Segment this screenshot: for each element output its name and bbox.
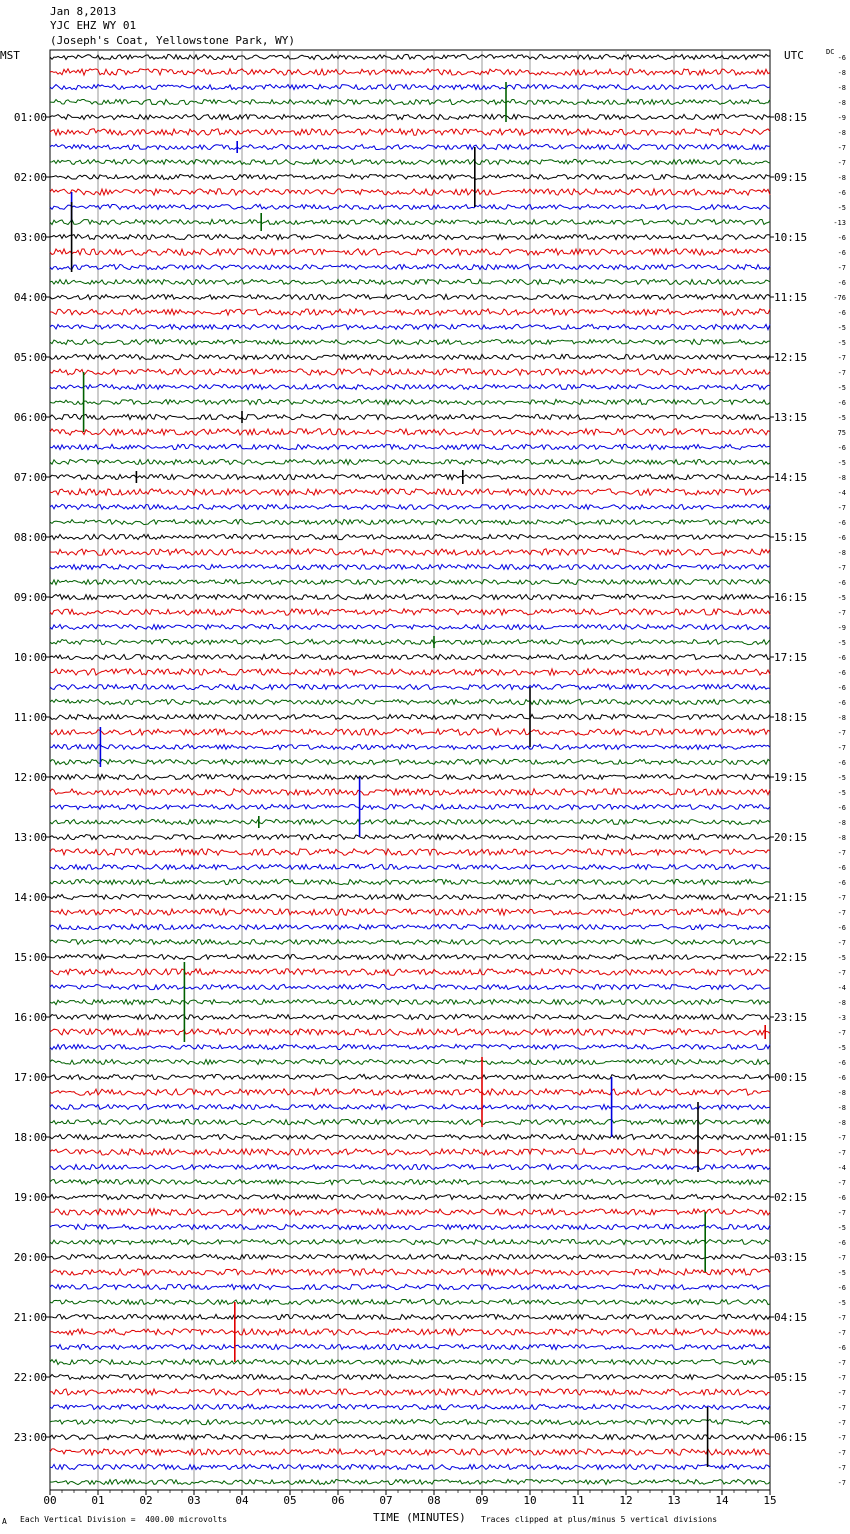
dc-offset-label: -5: [837, 414, 846, 422]
x-tick-label: 02: [139, 1494, 153, 1507]
dc-offset-label: -6: [837, 879, 846, 887]
dc-offset-label: -7: [837, 1464, 846, 1472]
right-hour-label: 23:15: [774, 1011, 808, 1024]
trace-line: [50, 1194, 770, 1199]
trace-line: [50, 684, 770, 689]
left-hour-label: 11:00: [13, 711, 47, 724]
x-axis-title: TIME (MINUTES): [373, 1511, 466, 1524]
dc-offset-label: -7: [837, 1134, 846, 1142]
left-hour-label: 13:00: [13, 831, 47, 844]
x-tick-label: 00: [43, 1494, 57, 1507]
dc-offset-label: -8: [837, 1119, 846, 1127]
station-code: YJC EHZ WY 01: [50, 19, 137, 32]
right-hour-label: 02:15: [774, 1191, 808, 1204]
dc-offset-label: -7: [837, 609, 846, 617]
dc-offset-label: -7: [837, 354, 846, 362]
trace-line: [50, 444, 770, 449]
right-hour-label: 09:15: [774, 171, 808, 184]
dc-offset-label: -6: [837, 309, 846, 317]
dc-offset-label: -7: [837, 1254, 846, 1262]
trace-line: [50, 99, 770, 104]
x-tick-label: 10: [523, 1494, 537, 1507]
trace-line: [50, 1104, 770, 1109]
trace-line: [50, 1059, 770, 1064]
trace-line: [50, 564, 770, 569]
right-timezone-label: UTC: [784, 49, 804, 62]
dc-offset-label: -7: [837, 1179, 846, 1187]
right-hour-label: 00:15: [774, 1071, 808, 1084]
trace-line: [50, 1209, 770, 1215]
dc-offset-label: -4: [837, 1164, 846, 1172]
trace-line: [50, 609, 770, 615]
left-hour-label: 10:00: [13, 651, 47, 664]
trace-line: [50, 1164, 770, 1169]
trace-line: [50, 174, 770, 179]
right-hour-label: 22:15: [774, 951, 808, 964]
trace-line: [50, 520, 770, 525]
dc-offset-label: -6: [837, 684, 846, 692]
dc-offset-label: -6: [837, 579, 846, 587]
right-hour-label: 04:15: [774, 1311, 808, 1324]
left-hour-label: 18:00: [13, 1131, 47, 1144]
dc-offset-label: 75: [837, 429, 846, 437]
right-hour-label: 16:15: [774, 591, 808, 604]
trace-line: [50, 69, 770, 75]
trace-line: [50, 729, 770, 735]
dc-offset-label: -5: [837, 789, 846, 797]
trace-line: [50, 654, 770, 659]
left-hour-label: 22:00: [13, 1371, 47, 1384]
left-hour-label: 15:00: [13, 951, 47, 964]
dc-offset-label: -6: [837, 54, 846, 62]
x-tick-label: 07: [379, 1494, 393, 1507]
dc-offset-label: -5: [837, 1044, 846, 1052]
dc-offset-label: -7: [837, 564, 846, 572]
dc-offset-label: -7: [837, 159, 846, 167]
dc-offset-label: -7: [837, 1029, 846, 1037]
trace-line: [50, 474, 770, 479]
dc-offset-label: -7: [837, 369, 846, 377]
trace-line: [50, 924, 770, 929]
dc-offset-label: -7: [837, 1449, 846, 1457]
dc-offset-label: -5: [837, 1224, 846, 1232]
left-hour-label: 09:00: [13, 591, 47, 604]
right-hour-label: 15:15: [774, 531, 808, 544]
trace-line: [50, 204, 770, 209]
right-hour-label: 18:15: [774, 711, 808, 724]
trace-line: [50, 1254, 770, 1259]
dc-offset-label: -4: [837, 489, 846, 497]
x-tick-label: 04: [235, 1494, 249, 1507]
trace-line: [50, 264, 770, 269]
trace-line: [50, 1344, 770, 1349]
dc-offset-label: -8: [837, 174, 846, 182]
trace-line: [50, 669, 770, 675]
left-timezone-label: MST: [0, 49, 20, 62]
dc-offset-header: DC: [826, 48, 835, 56]
dc-offset-label: -8: [837, 819, 846, 827]
trace-line: [50, 234, 770, 239]
trace-line: [50, 939, 770, 944]
dc-offset-label: -6: [837, 1239, 846, 1247]
dc-offset-label: -6: [837, 669, 846, 677]
x-tick-label: 01: [91, 1494, 105, 1507]
trace-line: [50, 354, 770, 359]
left-hour-label: 08:00: [13, 531, 47, 544]
dc-offset-label: -6: [837, 1284, 846, 1292]
right-hour-label: 14:15: [774, 471, 808, 484]
trace-line: [50, 309, 770, 315]
dc-offset-label: -7: [837, 1149, 846, 1157]
trace-line: [50, 1419, 770, 1424]
right-hour-label: 13:15: [774, 411, 808, 424]
x-tick-label: 09: [475, 1494, 489, 1507]
station-location: (Joseph's Coat, Yellowstone Park, WY): [50, 34, 296, 47]
dc-offset-label: -5: [837, 384, 846, 392]
trace-line: [50, 1029, 770, 1035]
dc-offset-label: -7: [837, 849, 846, 857]
dc-offset-label: -7: [837, 144, 846, 152]
dc-offset-label: -6: [837, 864, 846, 872]
dc-offset-label: -6: [837, 804, 846, 812]
dc-offset-label: -5: [837, 204, 846, 212]
x-tick-label: 03: [187, 1494, 201, 1507]
right-hour-label: 03:15: [774, 1251, 808, 1264]
trace-line: [50, 894, 770, 899]
right-hour-label: 06:15: [774, 1431, 808, 1444]
dc-offset-label: -7: [837, 1359, 846, 1367]
dc-offset-label: -7: [837, 1479, 846, 1487]
dc-offset-label: -6: [837, 444, 846, 452]
dc-offset-label: -7: [837, 729, 846, 737]
x-tick-label: 12: [619, 1494, 633, 1507]
trace-line: [50, 294, 770, 299]
trace-line: [50, 1044, 770, 1049]
dc-offset-label: -6: [837, 759, 846, 767]
dc-offset-label: -5: [837, 324, 846, 332]
trace-line: [50, 129, 770, 135]
dc-offset-label: -8: [837, 129, 846, 137]
left-hour-label: 14:00: [13, 891, 47, 904]
dc-offset-label: -7: [837, 1389, 846, 1397]
trace-line: [50, 774, 770, 779]
dc-offset-label: -7: [837, 1404, 846, 1412]
dc-offset-label: -7: [837, 1374, 846, 1382]
right-hour-label: 11:15: [774, 291, 808, 304]
dc-offset-label: -6: [837, 279, 846, 287]
trace-line: [50, 639, 770, 644]
trace-line: [50, 1119, 770, 1124]
trace-line: [50, 219, 770, 224]
x-tick-label: 11: [571, 1494, 585, 1507]
trace-line: [50, 414, 770, 419]
dc-offset-label: -7: [837, 264, 846, 272]
x-tick-label: 06: [331, 1494, 345, 1507]
dc-offset-label: -6: [837, 534, 846, 542]
clipping-note: Traces clipped at plus/minus 5 vertical divisions: [481, 1515, 718, 1524]
dc-offset-label: -13: [833, 219, 846, 227]
right-hour-label: 19:15: [774, 771, 808, 784]
trace-line: [50, 384, 770, 389]
left-hour-label: 03:00: [13, 231, 47, 244]
dc-offset-label: -7: [837, 939, 846, 947]
dc-offset-label: -8: [837, 474, 846, 482]
right-hour-label: 20:15: [774, 831, 808, 844]
trace-line: [50, 759, 770, 764]
dc-offset-label: -8: [837, 84, 846, 92]
dc-offset-label: -8: [837, 714, 846, 722]
trace-line: [50, 849, 770, 855]
dc-offset-label: -9: [837, 624, 846, 632]
left-hour-label: 04:00: [13, 291, 47, 304]
trace-line: [50, 249, 770, 255]
trace-line: [50, 1314, 770, 1319]
trace-line: [50, 399, 770, 404]
right-hour-label: 10:15: [774, 231, 808, 244]
record-date: Jan 8,2013: [50, 5, 117, 18]
dc-offset-label: -5: [837, 639, 846, 647]
trace-line: [50, 189, 770, 195]
trace-line: [50, 1269, 770, 1275]
trace-line: [50, 339, 770, 344]
trace-line: [50, 1284, 770, 1289]
dc-offset-label: -7: [837, 744, 846, 752]
trace-line: [50, 624, 770, 629]
trace-line: [50, 1149, 770, 1155]
trace-line: [50, 1479, 770, 1484]
dc-offset-label: -6: [837, 1074, 846, 1082]
dc-offset-label: -6: [837, 189, 846, 197]
trace-line: [50, 459, 770, 464]
dc-offset-label: -6: [837, 234, 846, 242]
x-tick-label: 14: [715, 1494, 729, 1507]
trace-line: [50, 1014, 770, 1019]
trace-line: [50, 369, 770, 375]
dc-offset-label: -7: [837, 969, 846, 977]
right-hour-label: 21:15: [774, 891, 808, 904]
trace-line: [50, 999, 770, 1004]
corner-mark: A: [2, 1517, 7, 1526]
left-hour-label: 23:00: [13, 1431, 47, 1444]
left-hour-label: 05:00: [13, 351, 47, 364]
right-hour-label: 08:15: [774, 111, 808, 124]
trace-line: [50, 549, 770, 555]
trace-line: [50, 1074, 770, 1079]
dc-offset-label: -6: [837, 1059, 846, 1067]
trace-line: [50, 1089, 770, 1095]
dc-offset-label: -5: [837, 459, 846, 467]
dc-offset-label: -7: [837, 909, 846, 917]
trace-line: [50, 144, 770, 149]
trace-line: [50, 1240, 770, 1245]
trace-line: [50, 54, 770, 59]
dc-offset-label: -8: [837, 99, 846, 107]
trace-line: [50, 805, 770, 810]
trace-line: [50, 714, 770, 719]
right-hour-label: 05:15: [774, 1371, 808, 1384]
trace-line: [50, 1404, 770, 1409]
dc-offset-label: -7: [837, 1419, 846, 1427]
left-hour-label: 07:00: [13, 471, 47, 484]
dc-offset-label: -7: [837, 1329, 846, 1337]
left-hour-label: 02:00: [13, 171, 47, 184]
trace-line: [50, 1224, 770, 1229]
dc-offset-label: -5: [837, 339, 846, 347]
dc-offset-label: -6: [837, 249, 846, 257]
dc-offset-label: -6: [837, 654, 846, 662]
left-hour-label: 17:00: [13, 1071, 47, 1084]
dc-offset-label: -7: [837, 1434, 846, 1442]
trace-line: [50, 1329, 770, 1335]
right-hour-label: 17:15: [774, 651, 808, 664]
right-hour-label: 01:15: [774, 1131, 808, 1144]
dc-offset-label: -6: [837, 399, 846, 407]
dc-offset-label: -8: [837, 834, 846, 842]
trace-line: [50, 324, 770, 329]
right-hour-label: 12:15: [774, 351, 808, 364]
trace-line: [50, 1389, 770, 1395]
left-hour-label: 16:00: [13, 1011, 47, 1024]
x-tick-label: 13: [667, 1494, 681, 1507]
trace-line: [50, 159, 770, 164]
dc-offset-label: -7: [837, 1209, 846, 1217]
dc-offset-label: -7: [837, 504, 846, 512]
trace-line: [50, 1449, 770, 1455]
trace-line: [50, 984, 770, 989]
x-tick-label: 15: [763, 1494, 777, 1507]
trace-line: [50, 1359, 770, 1364]
dc-offset-label: -7: [837, 894, 846, 902]
trace-line: [50, 279, 770, 284]
x-tick-label: 08: [427, 1494, 441, 1507]
trace-line: [50, 834, 770, 839]
trace-line: [50, 534, 770, 539]
trace-line: [50, 1434, 770, 1439]
left-hour-label: 12:00: [13, 771, 47, 784]
trace-line: [50, 789, 770, 795]
trace-line: [50, 579, 770, 584]
trace-line: [50, 1464, 770, 1469]
trace-line: [50, 1179, 770, 1184]
trace-line: [50, 429, 770, 435]
dc-offset-label: -3: [837, 1014, 846, 1022]
trace-line: [50, 909, 770, 915]
left-hour-label: 01:00: [13, 111, 47, 124]
dc-offset-label: -7: [837, 1314, 846, 1322]
dc-offset-label: -5: [837, 954, 846, 962]
dc-offset-label: -5: [837, 594, 846, 602]
dc-offset-label: -4: [837, 984, 846, 992]
trace-line: [50, 1299, 770, 1304]
trace-line: [50, 879, 770, 884]
trace-line: [50, 504, 770, 509]
trace-line: [50, 489, 770, 495]
dc-offset-label: -5: [837, 1269, 846, 1277]
dc-offset-label: -6: [837, 699, 846, 707]
trace-line: [50, 699, 770, 704]
vertical-scale-note: Each Vertical Division = 400.00 microvolts: [20, 1515, 228, 1524]
dc-offset-label: -8: [837, 1089, 846, 1097]
x-tick-label: 05: [283, 1494, 297, 1507]
dc-offset-label: -6: [837, 1194, 846, 1202]
trace-line: [50, 819, 770, 824]
dc-offset-label: -6: [837, 924, 846, 932]
dc-offset-label: -6: [837, 519, 846, 527]
dc-offset-label: -5: [837, 774, 846, 782]
dc-offset-label: -8: [837, 1104, 846, 1112]
trace-line: [50, 744, 770, 749]
left-hour-label: 21:00: [13, 1311, 47, 1324]
dc-offset-label: -9: [837, 114, 846, 122]
dc-offset-label: -8: [837, 69, 846, 77]
left-hour-label: 06:00: [13, 411, 47, 424]
trace-line: [50, 594, 770, 599]
dc-offset-label: -76: [833, 294, 846, 302]
trace-line: [50, 969, 770, 975]
dc-offset-label: -8: [837, 549, 846, 557]
left-hour-label: 19:00: [13, 1191, 47, 1204]
trace-line: [50, 84, 770, 89]
dc-offset-label: -6: [837, 1344, 846, 1352]
trace-line: [50, 114, 770, 119]
trace-line: [50, 864, 770, 869]
trace-line: [50, 1374, 770, 1379]
left-hour-label: 20:00: [13, 1251, 47, 1264]
dc-offset-label: -8: [837, 999, 846, 1007]
trace-line: [50, 1134, 770, 1139]
trace-line: [50, 955, 770, 960]
dc-offset-label: -5: [837, 1299, 846, 1307]
